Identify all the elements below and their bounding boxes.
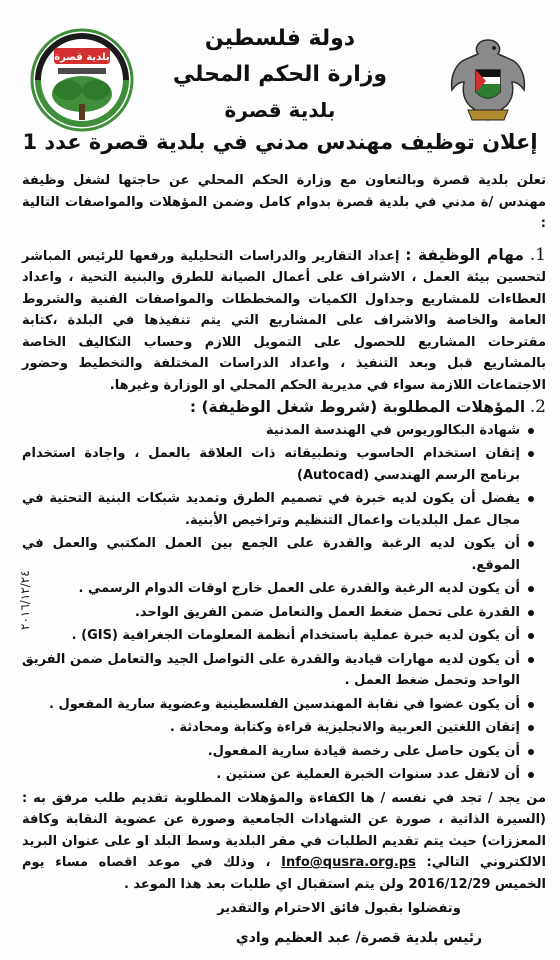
- intro-paragraph: تعلن بلدية قصرة وبالتعاون مع وزارة الحكم المحلي عن حاجتها لشغل وظيفة مهندس /ة مدني في بلدية قصرة بدوام كامل وضمن المؤهلات والمواصفات التالية :: [22, 173, 546, 231]
- qualification-item: القدرة على تحمل ضغط العمل والتعامل ضمن الفريق الواحد.: [22, 602, 534, 624]
- qualification-item: أن يكون لديه مهارات قيادية والقدرة على التواصل الجيد والتعامل ضمن الفريق الواحد وتحمل ضغط العمل .: [22, 649, 534, 692]
- section-number: 2.: [529, 397, 546, 417]
- section-title: المؤهلات المطلوبة (شروط شغل الوظيفة) :: [189, 398, 526, 416]
- state-name: دولة فلسطين: [204, 26, 356, 51]
- announcement-title: إعلان توظيف مهندس مدني في بلدية قصرة عدد 1: [22, 130, 538, 154]
- qualification-item: إتقان استخدام الحاسوب وتطبيقاته ذات العلاقة بالعمل ، واجادة استخدام برنامج الرسم الهندسي (Autocad): [22, 443, 534, 486]
- closing-respect: وتفضلوا بقبول فائق الاحترام والتقدير: [217, 901, 461, 916]
- deadline-text: ، وذلك في موعد اقصاه مساء يوم الخميس 2016/12/29 ولن يتم استقبال اي طلبات بعد هذا الموعد .: [22, 855, 546, 892]
- municipality-name: بلدية قصرة: [224, 98, 336, 122]
- announcement-body: [22, 170, 546, 949]
- svg-text:بلدية قصرة: بلدية قصرة: [54, 52, 110, 63]
- qualification-item: إتقان اللغتين العربية والانجليزية قراءة وكتابة ومحادثة .: [22, 717, 534, 739]
- section-number: 1.: [529, 244, 546, 265]
- qualifications-list: [22, 420, 546, 786]
- qualification-item: أن يكون حاصل على رخصة قيادة سارية المفعول.: [22, 741, 534, 763]
- contact-email-link[interactable]: Info@qusra.org.ps: [281, 855, 416, 870]
- ministry-name: وزارة الحكم المحلي: [172, 62, 388, 87]
- qualification-item: أن يكون عضوا في نقابة المهندسين الفلسطينية وعضوية سارية المفعول .: [22, 694, 534, 716]
- section-job-duties: [22, 245, 546, 397]
- section-title: مهام الوظيفة :: [405, 245, 524, 264]
- qualification-item: أن يكون لديه خبرة عملية باستخدام أنظمة المعلومات الجغرافية (GIS) .: [22, 625, 534, 647]
- letterhead: [0, 0, 560, 135]
- section-qualifications-heading: [22, 397, 546, 420]
- qualification-item: أن يكون لديه الرغبة والقدرة على الجمع بين العمل المكتبي والعمل في الموقع.: [22, 533, 534, 576]
- mayor-signature: رئيس بلدية قصرة/ عبد العظيم وادي: [235, 929, 483, 946]
- job-duties-text: إعداد التقارير والدراسات التحليلية ورفعها للرئيس المباشر لتحسين بيئة العمل ، الاشراف على أعمال الصيانة للطرق والبنية التحية ، واعداد العطاءات للمشاريع وجداول الكميات والمخططات والمواصفات الفنية والشروط العامة والخاصة والاشراف على المشاريع التي يتم تنفيذها في البلدة ،كتابة مقترحات المشاريع للحصول على التمويل اللازم وحساب التكاليف الخاصة بالمشاريع قبل وبعد التنفيذ ، واعداد الدراسات المختلفة والتخطيط وحضور الاجتماعات اللازمة سواء في مديرية الحكم المحلي او الوزارة وغيرها.: [22, 248, 546, 393]
- instructions-text: من يجد / تجد في نفسه / ها الكفاءة والمؤهلات المطلوبة تقديم طلب مرفق به :(السيرة الذاتية ، صورة عن الشهادات الجامعية وصورة عن عضوية النقابة وكافة المعززات) حيث يتم تقديم الطلبات في مقر البلدية وسط البلد او على عنوان البريد الالكتروني التالي:: [22, 790, 546, 870]
- qualification-item: شهادة البكالوريوس في الهندسة المدنية: [22, 420, 534, 442]
- qualification-item: يفضل أن يكون لديه خبرة في تصميم الطرق وتمديد شبكات البنية التحتية في مجال عمل البلديات واعمال التنظيم وتراخيص الأبنية.: [22, 488, 534, 531]
- application-instructions: [22, 788, 546, 896]
- handwritten-date-stamp: ٢٠١٦/١٢/٢٤: [18, 570, 32, 630]
- qualification-item: أن يكون لديه الرغبة والقدرة على العمل خارج اوقات الدوام الرسمي .: [22, 578, 534, 600]
- qualification-item: أن لاتقل عدد سنوات الخبرة العملية عن سنتين .: [22, 764, 534, 786]
